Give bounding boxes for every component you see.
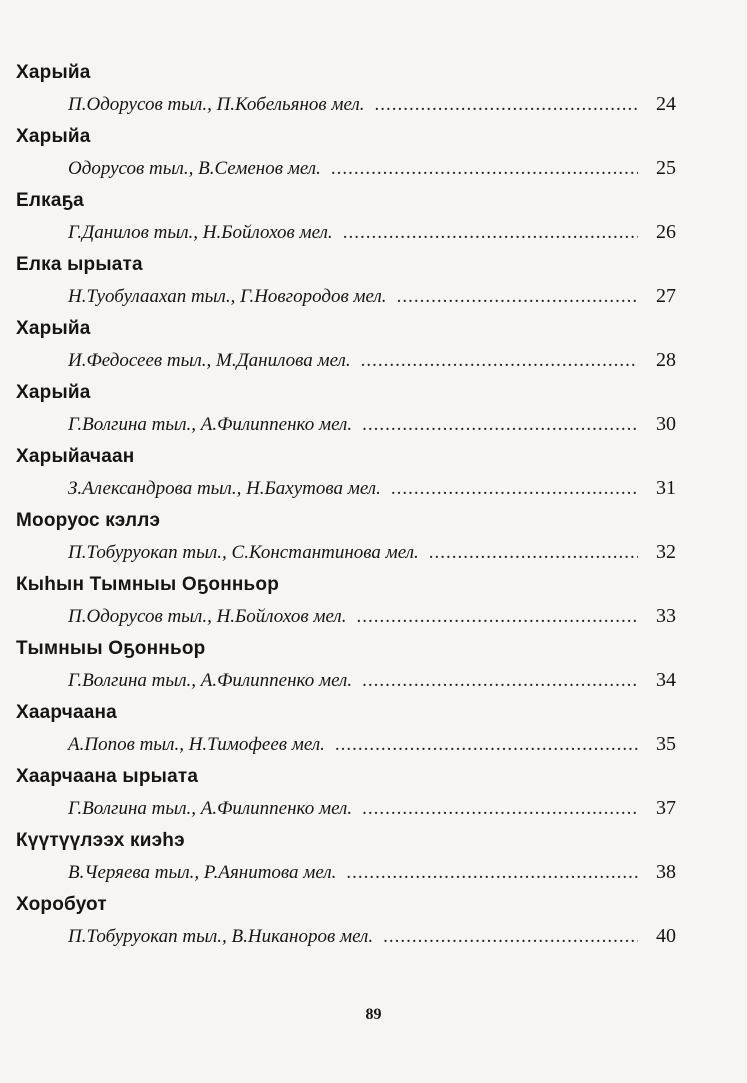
song-credits: Г.Волгина тыл., А.Филиппенко мел.	[68, 798, 353, 819]
song-title: Хаарчаана	[16, 702, 117, 723]
toc-entry	[16, 574, 676, 638]
credits-line	[68, 916, 676, 958]
song-title: Харыйа	[16, 62, 91, 83]
page-ref: 27	[656, 285, 676, 307]
page-number: 89	[365, 1006, 382, 1023]
dot-leader	[375, 85, 638, 125]
dot-leader	[383, 917, 638, 957]
dot-leader	[362, 405, 638, 445]
dot-leader	[356, 597, 638, 637]
song-credits: Г.Данилов тыл., Н.Бойлохов мел.	[68, 222, 333, 243]
page-ref: 26	[656, 221, 676, 243]
song-credits: И.Федосеев тыл., М.Данилова мел.	[68, 350, 351, 371]
song-credits: Одорусов тыл., В.Семенов мел.	[68, 158, 321, 179]
credits-line	[68, 596, 676, 638]
credits-line	[68, 468, 676, 510]
credits-line	[68, 660, 676, 702]
song-credits: Г.Волгина тыл., А.Филиппенко мел.	[68, 670, 353, 691]
toc-entry	[16, 62, 676, 126]
song-credits: П.Тобуруокап тыл., С.Константинова мел.	[68, 542, 419, 563]
dot-leader	[335, 725, 638, 765]
credits-line	[68, 852, 676, 894]
credits-line	[68, 532, 676, 574]
toc-entry	[16, 638, 676, 702]
credits-line	[68, 276, 676, 318]
credits-line	[68, 788, 676, 830]
song-title: Хаарчаана ырыата	[16, 766, 199, 787]
page-ref: 40	[656, 925, 676, 947]
song-credits: П.Одорусов тыл., Н.Бойлохов мел.	[68, 606, 347, 627]
credits-line	[68, 148, 676, 190]
song-title: Хоробуот	[16, 894, 107, 915]
song-credits: П.Тобуруокап тыл., В.Никаноров мел.	[68, 926, 374, 947]
page-ref: 38	[656, 861, 676, 883]
song-title: Кыһын Тымныы Оҕонньор	[16, 574, 280, 595]
page-ref: 34	[656, 669, 676, 691]
toc-entry	[16, 702, 676, 766]
credits-line	[68, 404, 676, 446]
dot-leader	[331, 149, 638, 189]
page-ref: 33	[656, 605, 676, 627]
song-title: Елка ырыата	[16, 254, 143, 275]
toc-entry	[16, 510, 676, 574]
toc-entry	[16, 190, 676, 254]
song-credits: З.Александрова тыл., Н.Бахутова мел.	[68, 478, 381, 499]
song-credits: В.Черяева тыл., Р.Аянитова мел.	[68, 862, 337, 883]
credits-line	[68, 724, 676, 766]
song-credits: П.Одорусов тыл., П.Кобельянов мел.	[68, 94, 365, 115]
song-credits: А.Попов тыл., Н.Тимофеев мел.	[68, 734, 325, 755]
toc-entry	[16, 766, 676, 830]
toc-entry	[16, 830, 676, 894]
page-ref: 30	[656, 413, 676, 435]
dot-leader	[362, 661, 638, 701]
song-title: Харыйачаан	[16, 446, 135, 467]
dot-leader	[361, 341, 638, 381]
page-ref: 24	[656, 93, 676, 115]
dot-leader	[362, 789, 638, 829]
song-title: Күүтүүлээх киэһэ	[16, 830, 185, 851]
table-of-contents	[16, 62, 676, 958]
song-credits: Г.Волгина тыл., А.Филиппенко мел.	[68, 414, 353, 435]
page-ref: 32	[656, 541, 676, 563]
song-title: Харыйа	[16, 126, 91, 147]
song-title: Тымныы Оҕонньор	[16, 638, 206, 659]
toc-entry	[16, 254, 676, 318]
page-ref: 37	[656, 797, 676, 819]
song-title: Мооруос кэллэ	[16, 510, 161, 531]
credits-line	[68, 340, 676, 382]
toc-entry	[16, 318, 676, 382]
page-ref: 31	[656, 477, 676, 499]
dot-leader	[343, 213, 638, 253]
toc-entry	[16, 382, 676, 446]
page-ref: 25	[656, 157, 676, 179]
dot-leader	[391, 469, 638, 509]
toc-entry	[16, 126, 676, 190]
toc-entry	[16, 894, 676, 958]
song-credits: Н.Туобулаахап тыл., Г.Новгородов мел.	[68, 286, 387, 307]
credits-line	[68, 212, 676, 254]
song-title: Елкаҕа	[16, 190, 84, 211]
song-title: Харыйа	[16, 318, 91, 339]
dot-leader	[429, 533, 638, 573]
page-ref: 28	[656, 349, 676, 371]
page-ref: 35	[656, 733, 676, 755]
song-title: Харыйа	[16, 382, 91, 403]
dot-leader	[397, 277, 638, 317]
dot-leader	[346, 853, 638, 893]
toc-entry	[16, 446, 676, 510]
credits-line	[68, 84, 676, 126]
